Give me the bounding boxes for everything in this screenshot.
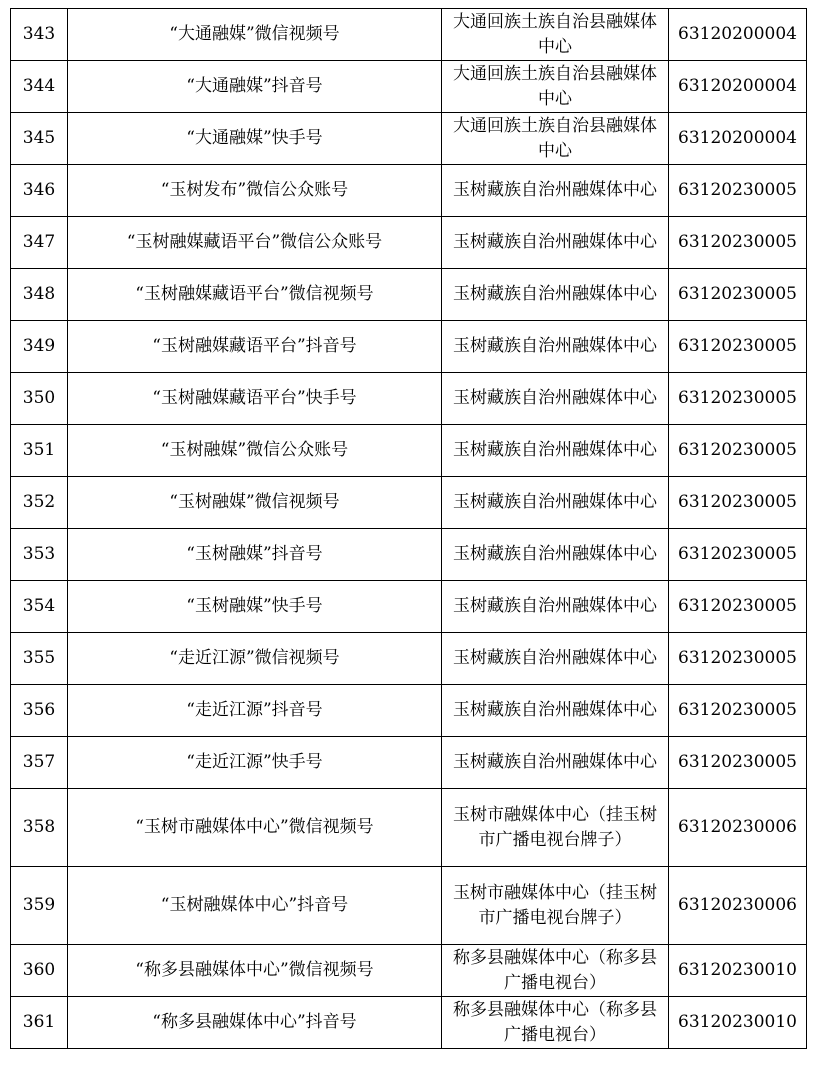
account-name: “走近江源”快手号 xyxy=(68,737,442,789)
organization-name: 玉树藏族自治州融媒体中心 xyxy=(442,529,669,581)
row-number: 357 xyxy=(11,737,68,789)
row-number: 356 xyxy=(11,685,68,737)
organization-name: 玉树藏族自治州融媒体中心 xyxy=(442,165,669,217)
row-number: 353 xyxy=(11,529,68,581)
organization-name: 玉树藏族自治州融媒体中心 xyxy=(442,217,669,269)
row-number: 358 xyxy=(11,789,68,867)
organization-code: 63120230005 xyxy=(669,373,807,425)
organization-name: 玉树藏族自治州融媒体中心 xyxy=(442,685,669,737)
organization-name: 玉树藏族自治州融媒体中心 xyxy=(442,373,669,425)
row-number: 350 xyxy=(11,373,68,425)
table-row xyxy=(11,581,807,633)
organization-name: 玉树藏族自治州融媒体中心 xyxy=(442,321,669,373)
organization-name: 玉树藏族自治州融媒体中心 xyxy=(442,269,669,321)
row-number: 349 xyxy=(11,321,68,373)
organization-code: 63120230006 xyxy=(669,789,807,867)
row-number: 361 xyxy=(11,997,68,1049)
organization-code: 63120200004 xyxy=(669,61,807,113)
organization-name: 大通回族土族自治县融媒体中心 xyxy=(442,61,669,113)
organization-name: 玉树藏族自治州融媒体中心 xyxy=(442,633,669,685)
organization-code: 63120230005 xyxy=(669,633,807,685)
table-row xyxy=(11,867,807,945)
organization-name: 玉树藏族自治州融媒体中心 xyxy=(442,477,669,529)
table-row xyxy=(11,217,807,269)
organization-code: 63120200004 xyxy=(669,9,807,61)
organization-code: 63120230010 xyxy=(669,997,807,1049)
table-row xyxy=(11,373,807,425)
table-row xyxy=(11,61,807,113)
row-number: 347 xyxy=(11,217,68,269)
row-number: 355 xyxy=(11,633,68,685)
account-name: “称多县融媒体中心”微信视频号 xyxy=(68,945,442,997)
account-name: “玉树融媒”抖音号 xyxy=(68,529,442,581)
table-row xyxy=(11,945,807,997)
table-row xyxy=(11,425,807,477)
organization-code: 63120230005 xyxy=(669,737,807,789)
organization-name: 大通回族土族自治县融媒体中心 xyxy=(442,113,669,165)
account-name: “玉树融媒”微信公众账号 xyxy=(68,425,442,477)
table-row xyxy=(11,269,807,321)
organization-code: 63120230010 xyxy=(669,945,807,997)
organization-code: 63120230005 xyxy=(669,321,807,373)
registry-table xyxy=(10,8,807,1049)
account-name: “玉树融媒藏语平台”快手号 xyxy=(68,373,442,425)
account-name: “玉树融媒体中心”抖音号 xyxy=(68,867,442,945)
table-row xyxy=(11,165,807,217)
organization-code: 63120230005 xyxy=(669,477,807,529)
table-row xyxy=(11,685,807,737)
table-row xyxy=(11,997,807,1049)
row-number: 343 xyxy=(11,9,68,61)
account-name: “玉树融媒藏语平台”微信视频号 xyxy=(68,269,442,321)
organization-name: 称多县融媒体中心（称多县广播电视台） xyxy=(442,997,669,1049)
account-name: “玉树融媒藏语平台”微信公众账号 xyxy=(68,217,442,269)
account-name: “大通融媒”快手号 xyxy=(68,113,442,165)
table-row xyxy=(11,321,807,373)
organization-code: 63120230005 xyxy=(669,529,807,581)
table-row xyxy=(11,113,807,165)
account-name: “玉树融媒”微信视频号 xyxy=(68,477,442,529)
organization-code: 63120230005 xyxy=(669,269,807,321)
table-row xyxy=(11,9,807,61)
organization-name: 玉树市融媒体中心（挂玉树市广播电视台牌子） xyxy=(442,789,669,867)
table-row xyxy=(11,529,807,581)
organization-name: 玉树藏族自治州融媒体中心 xyxy=(442,737,669,789)
table-row xyxy=(11,737,807,789)
account-name: “称多县融媒体中心”抖音号 xyxy=(68,997,442,1049)
account-name: “玉树市融媒体中心”微信视频号 xyxy=(68,789,442,867)
organization-name: 玉树藏族自治州融媒体中心 xyxy=(442,425,669,477)
table-row xyxy=(11,477,807,529)
table-row xyxy=(11,789,807,867)
organization-code: 63120200004 xyxy=(669,113,807,165)
account-name: “玉树发布”微信公众账号 xyxy=(68,165,442,217)
row-number: 345 xyxy=(11,113,68,165)
row-number: 352 xyxy=(11,477,68,529)
organization-code: 63120230006 xyxy=(669,867,807,945)
organization-code: 63120230005 xyxy=(669,581,807,633)
row-number: 344 xyxy=(11,61,68,113)
row-number: 359 xyxy=(11,867,68,945)
organization-code: 63120230005 xyxy=(669,425,807,477)
organization-code: 63120230005 xyxy=(669,217,807,269)
organization-code: 63120230005 xyxy=(669,165,807,217)
organization-name: 大通回族土族自治县融媒体中心 xyxy=(442,9,669,61)
row-number: 351 xyxy=(11,425,68,477)
organization-code: 63120230005 xyxy=(669,685,807,737)
row-number: 354 xyxy=(11,581,68,633)
account-name: “玉树融媒藏语平台”抖音号 xyxy=(68,321,442,373)
row-number: 346 xyxy=(11,165,68,217)
account-name: “大通融媒”抖音号 xyxy=(68,61,442,113)
row-number: 348 xyxy=(11,269,68,321)
table-row xyxy=(11,633,807,685)
account-name: “大通融媒”微信视频号 xyxy=(68,9,442,61)
account-name: “走近江源”微信视频号 xyxy=(68,633,442,685)
row-number: 360 xyxy=(11,945,68,997)
organization-name: 称多县融媒体中心（称多县广播电视台） xyxy=(442,945,669,997)
organization-name: 玉树藏族自治州融媒体中心 xyxy=(442,581,669,633)
account-name: “玉树融媒”快手号 xyxy=(68,581,442,633)
account-name: “走近江源”抖音号 xyxy=(68,685,442,737)
organization-name: 玉树市融媒体中心（挂玉树市广播电视台牌子） xyxy=(442,867,669,945)
